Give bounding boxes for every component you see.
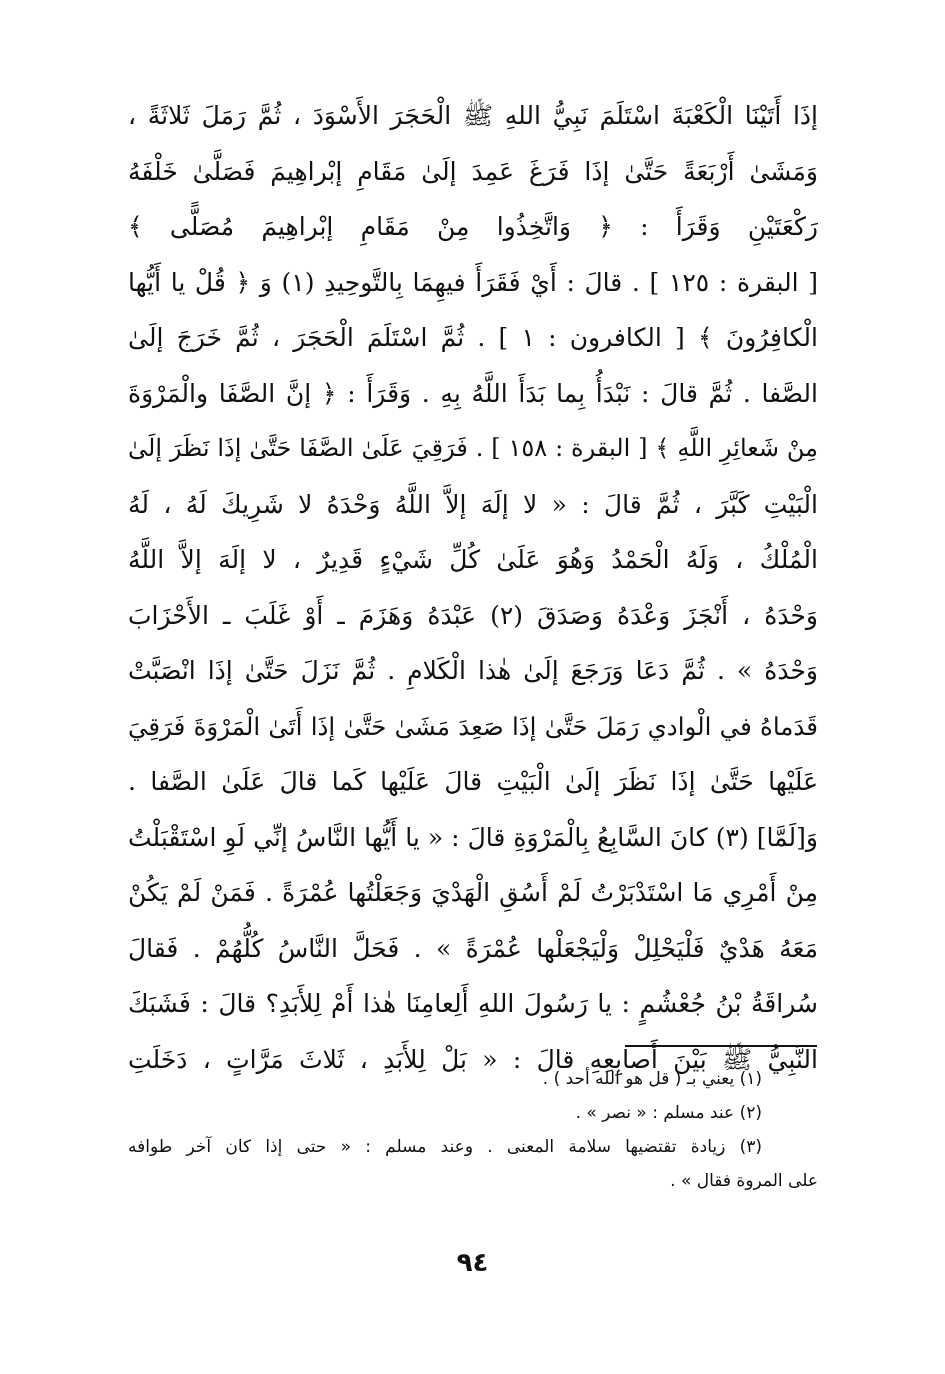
text-line: عَلَيْها حَتَّىٰ إذَا نَظَرَ إلَىٰ الْبَيْتِ قالَ عَلَيْها كَما قالَ عَلَىٰ الصَّفا . <box>128 767 818 796</box>
text-line: وَحْدَهُ ، أَنْجَزَ وَعْدَهُ وَصَدَقَ (٢) عَبْدَهُ وَهَزَمَ ـ أَوْ غَلَبَ ـ الأَحْزَابَ <box>128 600 818 630</box>
text-line: رَكْعَتَيْنِ وَقَرَأَ : ﴿ وَاتَّخِذُوا مِنْ مَقَامِ إبْراهِيمَ مُصَلًّى ﴾ <box>128 212 818 241</box>
text-line: وَحْدَهُ » . ثُمَّ دَعَا وَرَجَعَ إلَىٰ هٰذا الْكَلامِ . ثُمَّ نَزَلَ حَتَّىٰ إذَا انْصَبَّتْ <box>128 656 818 685</box>
text-line: وَ[لَمَّا] (٣) كانَ السَّابِعُ بِالْمَرْوَةِ قالَ : « يا أَيُّها النَّاسُ إنِّي لَوِ اسْتَقْبَلْتُ <box>128 822 818 852</box>
main-text-block <box>128 88 818 1087</box>
text-line: الصَّفا . ثُمَّ قالَ : نَبْدَأُ بِما بَدَأَ اللَّهُ بِهِ . وَقَرَأَ : ﴿ إنَّ الصَّفَا والْمَرْوَةَ <box>128 378 818 408</box>
text-line: النَّبِيُّ ﷺ بَيْنَ أَصابِعِهِ قالَ : « بَلْ لِلأَبَدِ ، ثَلاثَ مَرَّاتٍ ، دَخَلَتِ <box>128 1044 818 1074</box>
footnote-3-continuation: على المروة فقال » . <box>670 1171 818 1191</box>
text-line: وَمَشَىٰ أَرْبَعَةً حَتَّىٰ إذَا فَرَغَ عَمِدَ إلَىٰ مَقَامِ إبْراهِيمَ فَصَلَّىٰ خَلْفَهُ <box>128 156 818 186</box>
text-line: الْبَيْتِ كَبَّرَ ، ثُمَّ قالَ : « لا إلَهَ إلاَّ اللَّهُ وَحْدَهُ لا شَرِيكَ لَهُ ، لَهُ <box>128 489 818 519</box>
text-line: سُراقَةُ بْنُ جُعْشُمٍ : يا رَسُولَ اللهِ أَلِعامِنَا هٰذا أَمْ لِلأَبَدِ؟ قالَ : فَشَبَكَ <box>128 989 818 1018</box>
text-line: الْمُلْكُ ، وَلَهُ الْحَمْدُ وَهُوَ عَلَىٰ كُلِّ شَيْءٍ قَدِيرٌ ، لا إلَهَ إلاَّ اللَّهُ <box>128 545 818 574</box>
page-number: ٩٤ <box>456 1248 489 1278</box>
footnote-3: (٣) زيادة تقتضيها سلامة المعنى . وعند مسلم : « حتى إذا كان آخر طوافه <box>128 1137 762 1157</box>
text-line: مَعَهُ هَدْيٌ فَلْيَحْلِلْ وَلْيَجْعَلْها عُمْرَةً » . فَحَلَّ النَّاسُ كُلُّهُمْ . فَقالَ <box>128 933 818 963</box>
text-line: [ البقرة : ١٢٥ ] . قالَ : أَيْ فَقَرَأَ فيهِمَا بِالتَّوحِيدِ (١) وَ ﴿ قُلْ يا أَيُّها <box>128 267 818 297</box>
text-line: الْكافِرُونَ ﴾ [ الكافرون : ١ ] . ثُمَّ اسْتَلَمَ الْحَجَرَ ، ثُمَّ خَرَجَ إلَىٰ <box>128 323 818 352</box>
text-line: مِنْ أَمْرِي مَا اسْتَدْبَرْتُ لَمْ أَسُقِ الْهَدْيَ وَجَعَلْتُها عُمْرَةً . فَمَنْ لَمْ يَكُنْ <box>128 878 818 907</box>
text-line: قَدَماهُ في الْوادي رَمَلَ حَتَّىٰ إذَا صَعِدَ مَشَىٰ حَتَّىٰ إذَا أَتَىٰ الْمَرْوَةَ فَرَقِيَ <box>128 711 818 741</box>
footnotes-section <box>128 1062 818 1198</box>
footnote-divider <box>625 1045 817 1047</box>
text-line: مِنْ شَعائِرِ اللَّهِ ﴾ [ البقرة : ١٥٨ ] . فَرَقِيَ عَلَىٰ الصَّفَا حَتَّىٰ إذَا نَظَرَ إلَىٰ <box>128 434 818 462</box>
footnote-1: (١) يعني بـ ( قل هو الله أحد ) . <box>542 1069 762 1089</box>
footnote-2: (٢) عند مسلم : « نصر » . <box>575 1103 762 1123</box>
text-line: إذَا أَتَيْنَا الْكَعْبَةَ اسْتَلَمَ نَبِيُّ اللهِ ﷺ الْحَجَرَ الأَسْوَدَ ، ثُمَّ رَمَلَ ثَلاثَةً ، <box>128 101 818 130</box>
